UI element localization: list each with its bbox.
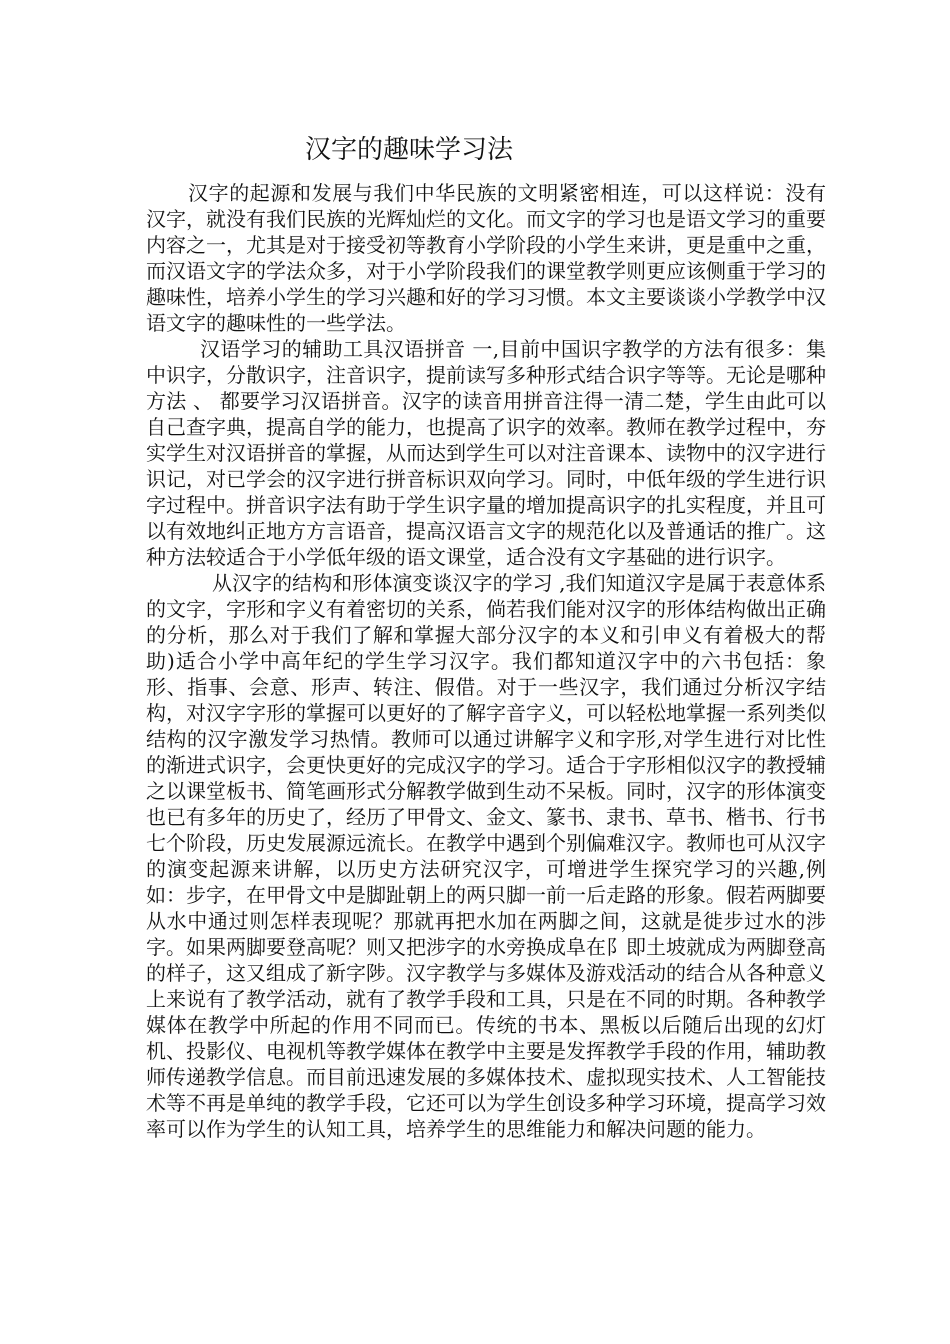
paragraph-pinyin: 汉语学习的辅助工具汉语拼音 一,目前中国识字教学的方法有很多：集中识字，分散识字，注音识字，提前读写多种形式结合识字等等。无论是哪种方法 、 都要学习汉语拼音。汉字的读音用拼音注得一清二楚，学生由此可以自己查字典，提高自学的能力，也提高了识字的效率。教师在教学过程中，夯实学生对汉语拼音的掌握，从而达到学生可以对注音课本、读物中的汉字进行识记，对已学会的汉字进行拼音标识双向学习。同时，中低年级的学生进行识字过程中。拼音识字法有助于学生识字量的增加提高识字的扎实程度，并且可以有效地纠正地方方言语音，提高汉语言文字的规范化以及普通话的推广。这种方法较适合于小学低年级的语文课堂，适合没有文字基础的进行识字。 bbox=[146, 337, 826, 569]
paragraph-intro: 汉字的起源和发展与我们中华民族的文明紧密相连，可以这样说：没有汉字，就没有我们民族的光辉灿烂的文化。而文字的学习也是语文学习的重要内容之一，尤其是对于接受初等教育小学阶段的小学生来讲，更是重中之重，而汉语文字的学法众多，对于小学阶段我们的课堂教学则更应该侧重于学习的趣味性，培养小学生的学习兴趣和好的学习习惯。本文主要谈谈小学教学中汉语文字的趣味性的一些学法。 bbox=[146, 181, 826, 335]
document-title: 汉字的趣味学习法 bbox=[305, 135, 514, 165]
document-body bbox=[146, 180, 826, 1142]
paragraph-structure: 从汉字的结构和形体演变谈汉字的学习 ,我们知道汉字是属于表意体系的文字，字形和字义有着密切的关系，倘若我们能对汉字的形体结构做出正确的分析，那么对于我们了解和掌握大部分汉字的本义和引申义有着极大的帮助)适合小学中高年纪的学生学习汉字。我们都知道汉字中的六书包括：象形、指事、会意、形声、转注、假借。对于一些汉字，我们通过分析汉字结构，对汉字字形的掌握可以更好的了解字音字义，可以轻松地掌握一系列类似结构的汉字激发学习热情。教师可以通过讲解字义和字形,对学生进行对比性的渐进式识字，会更快更好的完成汉字的学习。适合于字形相似汉字的教授辅之以课堂板书、简笔画形式分解教学做到生动不呆板。同时，汉字的形体演变也已有多年的历史了，经历了甲骨文、金文、篆书、隶书、草书、楷书、行书七个阶段，历史发展源远流长。在教学中遇到个别偏难汉字。教师也可从汉字的演变起源来讲解，以历史方法研究汉字，可增进学生探究学习的兴趣,例如：步字，在甲骨文中是脚趾朝上的两只脚一前一后走路的形象。假若两脚要从水中通过则怎样表现呢？那就再把水加在两脚之间，这就是徙步过水的涉字。如果两脚要登高呢？则又把涉字的水旁换成阜在阝即土坡就成为两脚登高的样子，这又组成了新字陟。汉字教学与多媒体及游戏活动的结合从各种意义上来说有了教学活动，就有了教学手段和工具，只是在不同的时期。各种教学媒体在教学中所起的作用不同而已。传统的书本、黑板以后随后出现的幻灯机、投影仪、电视机等教学媒体在教学中主要是发挥教学手段的作用，辅助教师传递教学信息。而目前迅速发展的多媒体技术、虚拟现实技术、人工智能技术等不再是单纯的教学手段，它还可以为学生创设多种学习环境，提高学习效率可以作为学生的认知工具，培养学生的思维能力和解决问题的能力。 bbox=[146, 571, 826, 1141]
